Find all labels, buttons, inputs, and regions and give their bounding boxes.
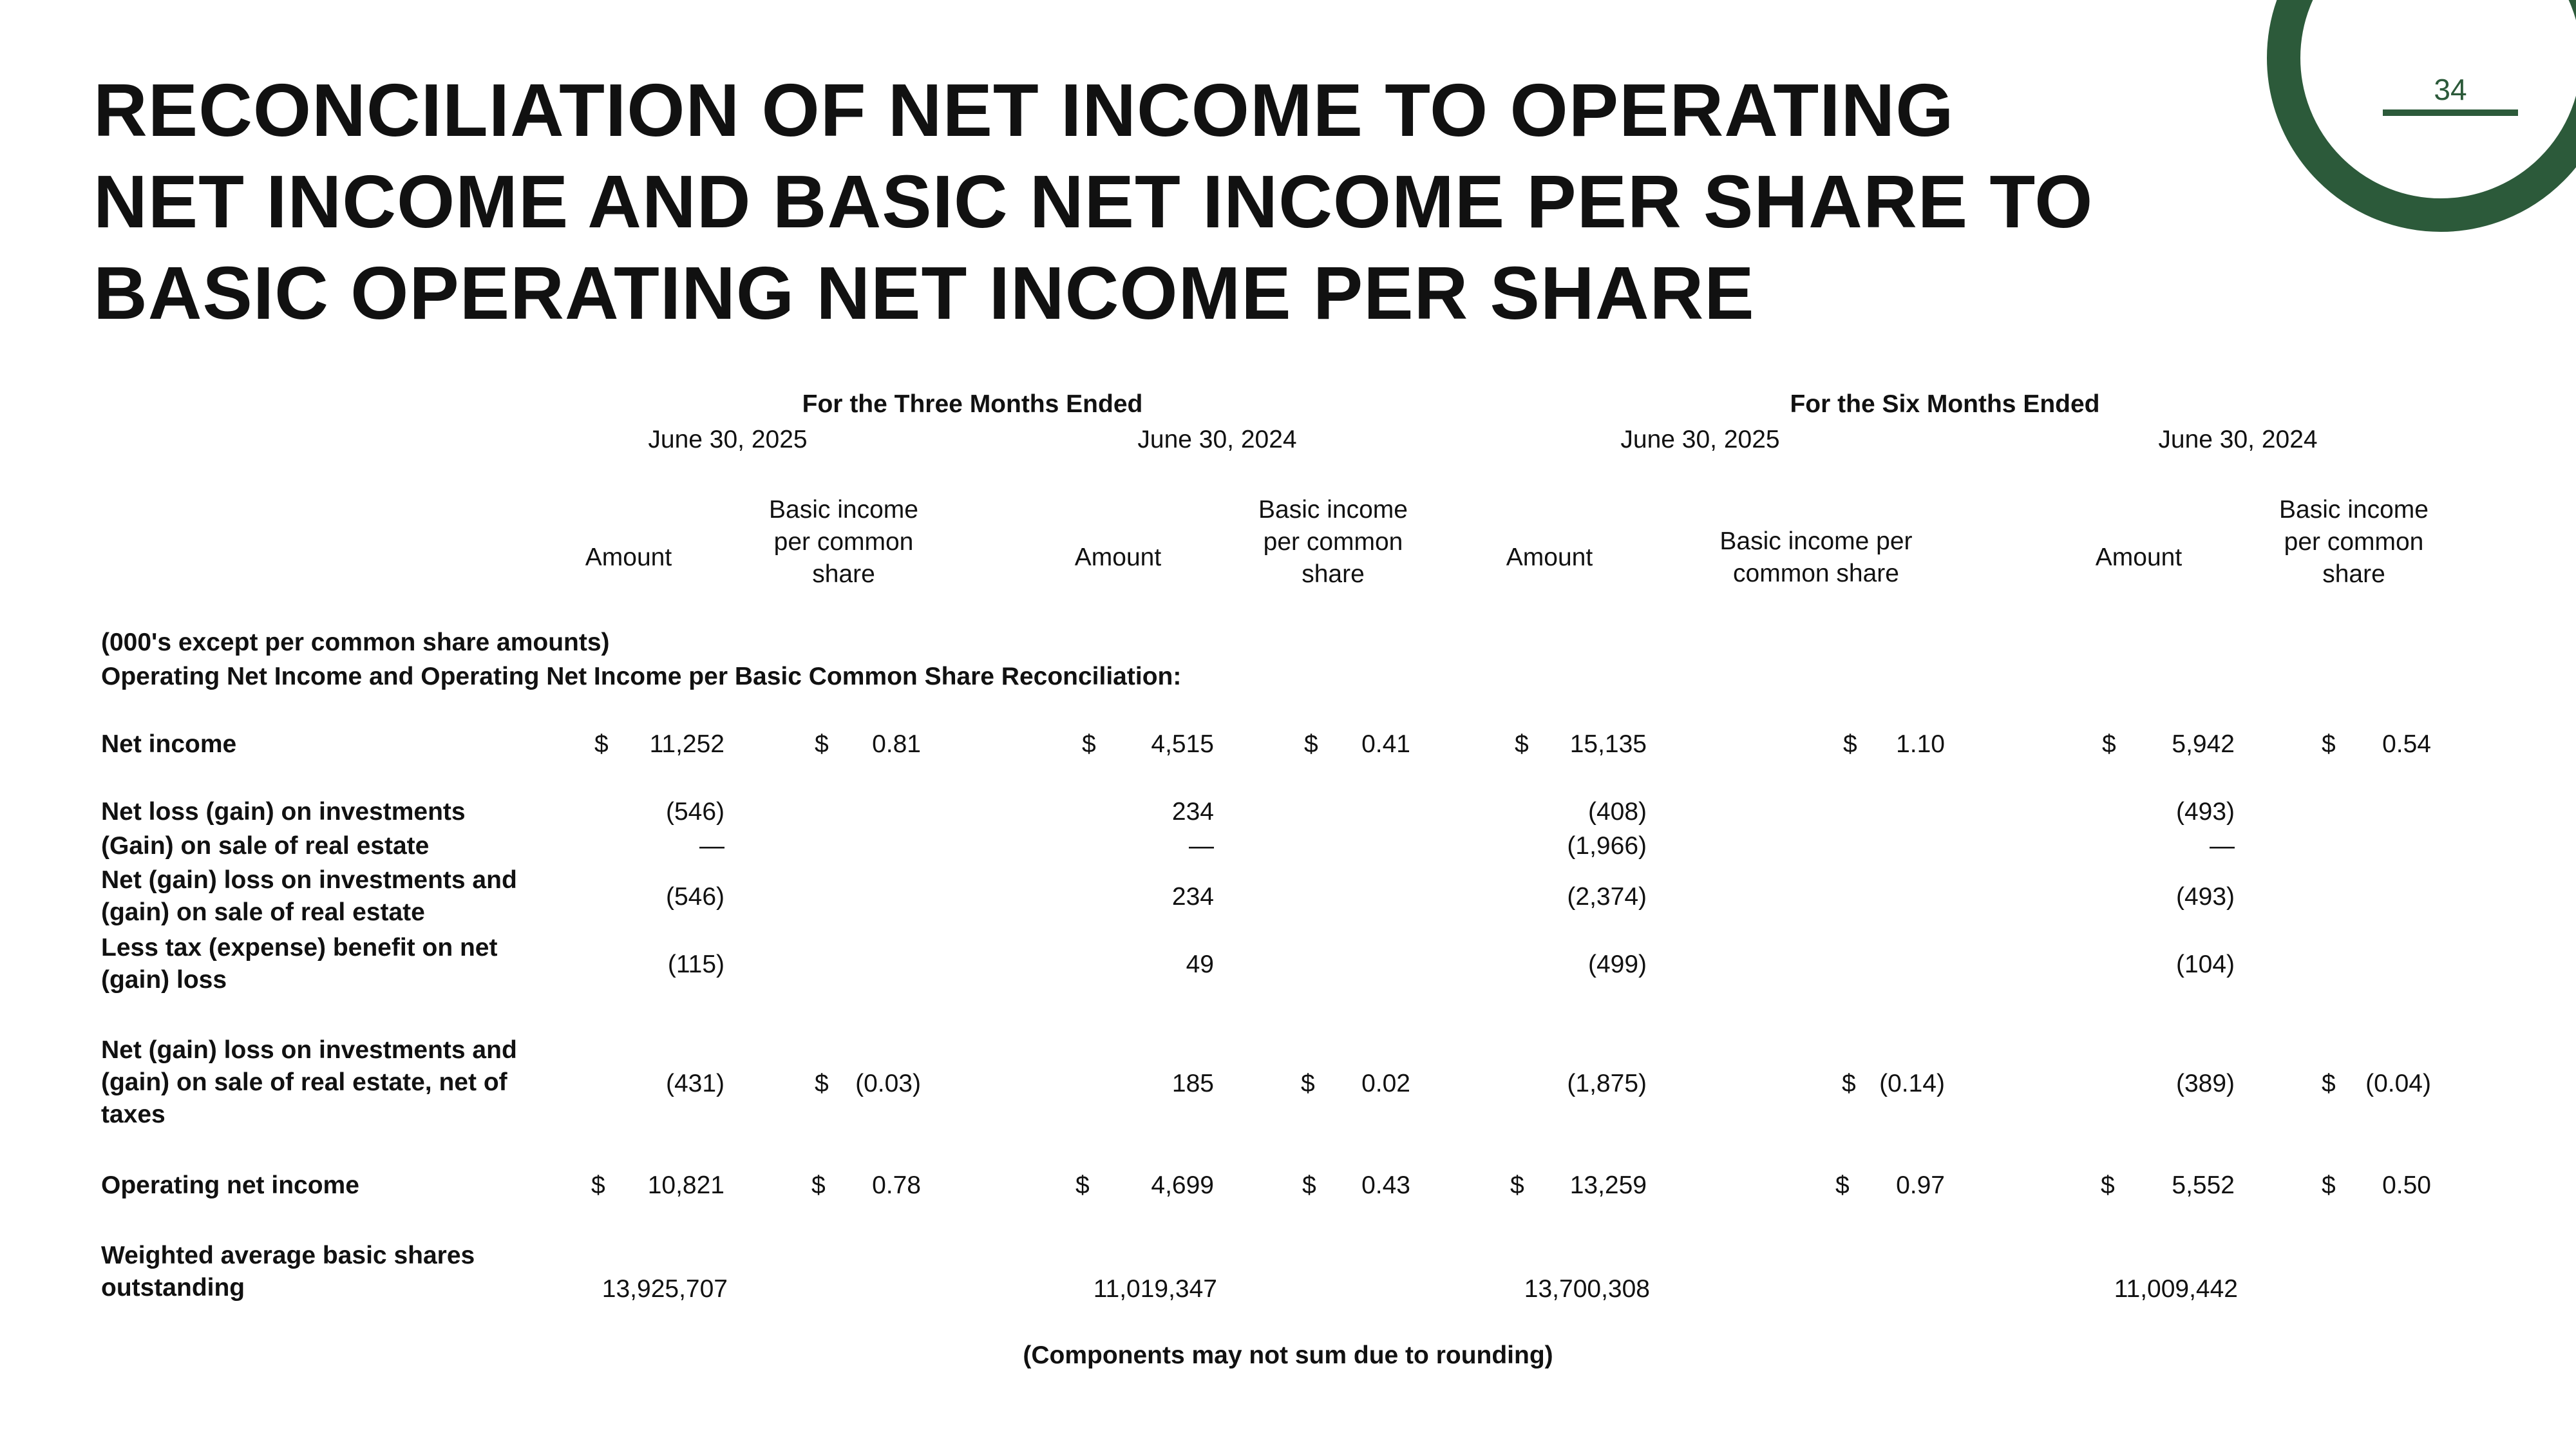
page-number: 34 xyxy=(2434,73,2467,106)
table-cell: 49 xyxy=(1186,951,1214,978)
table-cell: (493) xyxy=(2175,883,2235,911)
table-cell: 4,515 xyxy=(1151,730,1214,758)
decorative-ring xyxy=(2267,0,2576,232)
currency-symbol: $ xyxy=(2102,730,2116,758)
table-cell: (408) xyxy=(1587,798,1647,826)
row-label-weighted-shares: Weighted average basic shares outstanding xyxy=(101,1242,475,1302)
currency-symbol: $ xyxy=(815,1070,829,1097)
column-header-amount: Amount xyxy=(1074,544,1162,571)
table-cell: (1,966) xyxy=(1567,832,1647,860)
row-label-operating-net-income: Operating net income xyxy=(101,1171,359,1199)
table-cell: 0.81 xyxy=(872,730,921,758)
footnote: (Components may not sum due to rounding) xyxy=(1023,1341,1553,1369)
column-header-per-share: Basic income per common share xyxy=(2279,496,2429,588)
table-cell: (499) xyxy=(1587,951,1647,978)
currency-symbol: $ xyxy=(591,1171,605,1199)
date-header: June 30, 2024 xyxy=(2158,426,2318,453)
row-label-less-tax: Less tax (expense) benefit on net (gain) loss xyxy=(101,934,498,994)
page-number-underline xyxy=(2383,109,2518,116)
title-line: NET INCOME AND BASIC NET INCOME PER SHARE TO xyxy=(93,160,2094,243)
currency-symbol: $ xyxy=(1842,1070,1856,1097)
table-cell: 1.10 xyxy=(1896,730,1945,758)
column-header-per-share: Basic income per common share xyxy=(1719,527,1913,587)
table-cell: (2,374) xyxy=(1567,883,1647,911)
table-cell: 185 xyxy=(1171,1070,1214,1097)
period-header-three-months: For the Three Months Ended xyxy=(802,390,1143,418)
table-cell: (0.04) xyxy=(2365,1070,2431,1097)
currency-symbol: $ xyxy=(1304,730,1318,758)
currency-symbol: $ xyxy=(1835,1171,1850,1199)
column-header-amount: Amount xyxy=(1506,544,1593,571)
currency-symbol: $ xyxy=(2322,1171,2336,1199)
table-cell: (389) xyxy=(2175,1070,2235,1097)
table-cell: 0.02 xyxy=(1361,1070,1410,1097)
currency-symbol: $ xyxy=(1082,730,1096,758)
table-cell: 234 xyxy=(1171,883,1214,911)
date-header: June 30, 2025 xyxy=(648,426,808,453)
table-cell: 0.54 xyxy=(2382,730,2431,758)
currency-symbol: $ xyxy=(811,1171,826,1199)
row-label-net-gain-loss-combined: Net (gain) loss on investments and (gain) on sale of real estate xyxy=(101,866,517,926)
column-header-per-share: Basic income per common share xyxy=(769,496,918,588)
table-cell: — xyxy=(2210,832,2235,860)
table-cell: 5,552 xyxy=(2172,1171,2235,1199)
currency-symbol: $ xyxy=(1075,1171,1090,1199)
table-cell: 0.97 xyxy=(1896,1171,1945,1199)
currency-symbol: $ xyxy=(1515,730,1529,758)
table-cell: 13,925,707 xyxy=(601,1275,728,1303)
column-header-per-share: Basic income per common share xyxy=(1258,496,1408,588)
table-cell: — xyxy=(1189,832,1214,860)
table-cell: 13,700,308 xyxy=(1524,1275,1650,1303)
column-header-amount: Amount xyxy=(585,544,672,571)
table-cell: (0.03) xyxy=(855,1070,921,1097)
table-cell: 11,252 xyxy=(649,730,724,758)
table-cell: 10,821 xyxy=(647,1171,724,1199)
table-cell: — xyxy=(699,832,724,860)
title-line: RECONCILIATION OF NET INCOME TO OPERATING xyxy=(93,68,1955,152)
table-cell: 0.50 xyxy=(2382,1171,2431,1199)
units-note: (000's except per common share amounts) xyxy=(101,629,610,656)
table-cell: (1,875) xyxy=(1567,1070,1647,1097)
table-cell: 0.41 xyxy=(1361,730,1410,758)
currency-symbol: $ xyxy=(815,730,829,758)
table-cell: 13,259 xyxy=(1569,1171,1647,1199)
table-cell: 11,019,347 xyxy=(1093,1275,1217,1303)
row-label-net-income: Net income xyxy=(101,730,237,758)
title-line: BASIC OPERATING NET INCOME PER SHARE xyxy=(93,251,1755,335)
table-cell: 11,009,442 xyxy=(2114,1275,2238,1303)
table-cell: (0.14) xyxy=(1879,1070,1945,1097)
currency-symbol: $ xyxy=(594,730,609,758)
table-cell: 4,699 xyxy=(1151,1171,1214,1199)
row-label-net-of-taxes: Net (gain) loss on investments and (gain) on sale of real estate, net of taxes xyxy=(101,1036,517,1128)
table-cell: 0.78 xyxy=(872,1171,921,1199)
table-cell: (493) xyxy=(2175,798,2235,826)
currency-symbol: $ xyxy=(1301,1070,1315,1097)
period-header-six-months: For the Six Months Ended xyxy=(1790,390,2100,418)
currency-symbol: $ xyxy=(1843,730,1857,758)
section-heading: Operating Net Income and Operating Net Income per Basic Common Share Reconciliation: xyxy=(101,663,1182,690)
currency-symbol: $ xyxy=(2322,1070,2336,1097)
table-cell: (431) xyxy=(665,1070,724,1097)
table-cell: (546) xyxy=(665,798,724,826)
date-header: June 30, 2024 xyxy=(1137,426,1297,453)
column-header-amount: Amount xyxy=(2095,544,2183,571)
table-cell: 5,942 xyxy=(2172,730,2235,758)
table-cell: 15,135 xyxy=(1569,730,1647,758)
table-cell: (115) xyxy=(667,951,724,978)
table-cell: 234 xyxy=(1171,798,1214,826)
slide-title xyxy=(93,64,2219,339)
currency-symbol: $ xyxy=(2101,1171,2115,1199)
currency-symbol: $ xyxy=(1510,1171,1524,1199)
row-label-net-loss-investments: Net loss (gain) on investments xyxy=(101,798,466,826)
date-header: June 30, 2025 xyxy=(1620,426,1780,453)
table-cell: 0.43 xyxy=(1361,1171,1410,1199)
table-cell: (104) xyxy=(2175,951,2235,978)
table-cell: (546) xyxy=(665,883,724,911)
row-label-gain-sale-real-estate: (Gain) on sale of real estate xyxy=(101,832,430,860)
currency-symbol: $ xyxy=(1302,1171,1316,1199)
currency-symbol: $ xyxy=(2322,730,2336,758)
